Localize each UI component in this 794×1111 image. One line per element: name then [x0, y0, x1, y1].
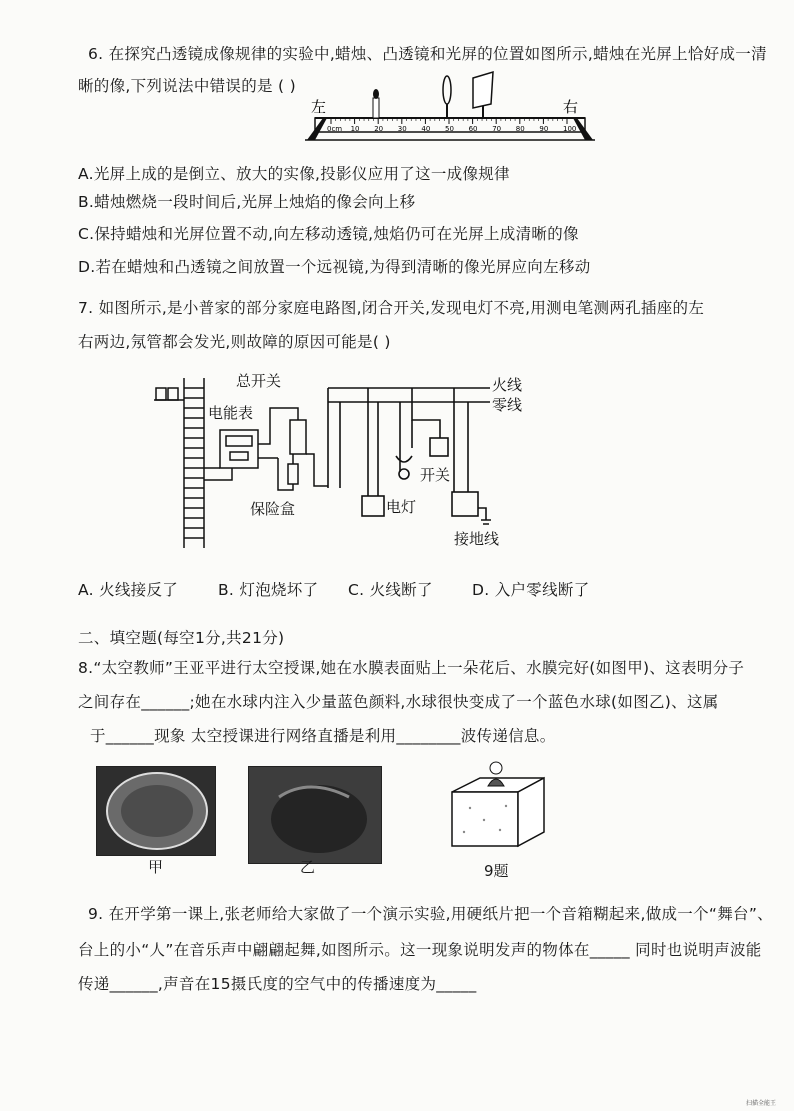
bench-tick-label: 90 — [539, 125, 549, 133]
bench-tick-label: 80 — [515, 125, 525, 133]
energy-meter — [204, 430, 258, 480]
live-wire-label: 火线 — [492, 376, 523, 394]
q6-option-d: D.若在蜡烛和凸透镜之间放置一个远视镜,为得到清晰的像光屏应向左移动 — [78, 258, 591, 276]
ground-label: 接地线 — [454, 530, 500, 548]
figure-yi-photo — [248, 766, 382, 864]
home-circuit-figure — [150, 368, 550, 558]
fuse-box — [278, 454, 328, 490]
fuse-box-label: 保险盒 — [250, 500, 296, 518]
bench-tick-label: 30 — [397, 125, 407, 133]
q8-line2: 之间存在______;她在水球内注入少量蓝色颜料,水球很快变成了一个蓝色水球(如图乙)、这属 — [78, 693, 719, 711]
q7-option-a: A. 火线接反了 — [78, 581, 179, 599]
switch-label: 开关 — [420, 466, 451, 484]
candle — [373, 89, 379, 118]
q7-option-c: C. 火线断了 — [348, 581, 433, 599]
q6-line2: 晰的像,下列说法中错误的是 ( ) — [78, 77, 296, 95]
main-switch-label: 总开关 — [236, 372, 282, 390]
optical-bench-figure — [305, 68, 595, 148]
meter-label: 电能表 — [208, 404, 254, 422]
q6-option-c: C.保持蜡烛和光屏位置不动,向左移动透镜,烛焰仍可在光屏上成清晰的像 — [78, 225, 579, 243]
figure-q9-speaker — [440, 758, 550, 854]
bench-tick-label: 0cm — [327, 125, 343, 133]
bench-tick-label: 70 — [492, 125, 502, 133]
q9-line2: 台上的小“人”在音乐声中翩翩起舞,如图所示。这一现象说明发声的物体在_____ 同时也说明声波能 — [78, 941, 762, 959]
q7-option-d: D. 入户零线断了 — [472, 581, 590, 599]
bench-tick-label: 50 — [445, 125, 454, 133]
bench-right-label: 右 — [563, 98, 579, 116]
q8-line1: 8.“太空教师”王亚平进行太空授课,她在水膜表面贴上一朵花后、水膜完好(如图甲)、这表明分子 — [78, 659, 745, 677]
q7-option-b: B. 灯泡烧坏了 — [218, 581, 319, 599]
convex-lens — [443, 76, 451, 118]
q6-line1: 6. 在探究凸透镜成像规律的实验中,蜡烛、凸透镜和光屏的位置如图所示,蜡烛在光屏上恰好成一清 — [88, 45, 767, 63]
bench-tick-label: 40 — [421, 125, 431, 133]
figure-jia-caption: 甲 — [148, 858, 164, 876]
q9-line3: 传递______,声音在15摄氏度的空气中的传播速度为_____ — [78, 975, 477, 993]
three-hole-socket — [452, 492, 478, 516]
light-switch — [430, 438, 448, 456]
figure-yi-caption: 乙 — [300, 858, 316, 876]
main-switch — [258, 408, 306, 458]
q6-option-a: A.光屏上成的是倒立、放大的实像,投影仪应用了这一成像规律 — [78, 165, 510, 183]
lamp-label: 电灯 — [386, 498, 417, 516]
two-hole-socket — [362, 496, 384, 516]
bench-ticks — [327, 118, 576, 133]
light-screen — [473, 72, 493, 118]
utility-pole — [154, 378, 204, 548]
scanner-watermark: 扫描全能王 — [746, 1100, 777, 1107]
bench-tick-label: 100 — [563, 125, 577, 133]
figure-jia-photo — [96, 766, 216, 856]
q6-option-b: B.蜡烛燃烧一段时间后,光屏上烛焰的像会向上移 — [78, 193, 416, 211]
q7-line1: 7. 如图所示,是小普家的部分家庭电路图,闭合开关,发现电灯不亮,用测电笔测两孔插座的左 — [78, 299, 705, 317]
bench-tick-label: 10 — [350, 125, 360, 133]
neutral-wire-label: 零线 — [492, 396, 523, 414]
bench-left-label: 左 — [311, 98, 327, 116]
q8-line3: 于______现象 太空授课进行网络直播是利用________波传递信息。 — [90, 727, 556, 745]
bench-tick-label: 20 — [374, 125, 384, 133]
section2-heading: 二、填空题(每空1分,共21分) — [78, 629, 285, 647]
bench-tick-label: 60 — [468, 125, 478, 133]
q9-line1: 9. 在开学第一课上,张老师给大家做了一个演示实验,用硬纸片把一个音箱糊起来,做成一个“舞台”、 — [88, 905, 773, 923]
figure-q9-caption: 9题 — [484, 862, 509, 880]
q7-line2: 右两边,氖管都会发光,则故障的原因可能是( ) — [78, 333, 391, 351]
